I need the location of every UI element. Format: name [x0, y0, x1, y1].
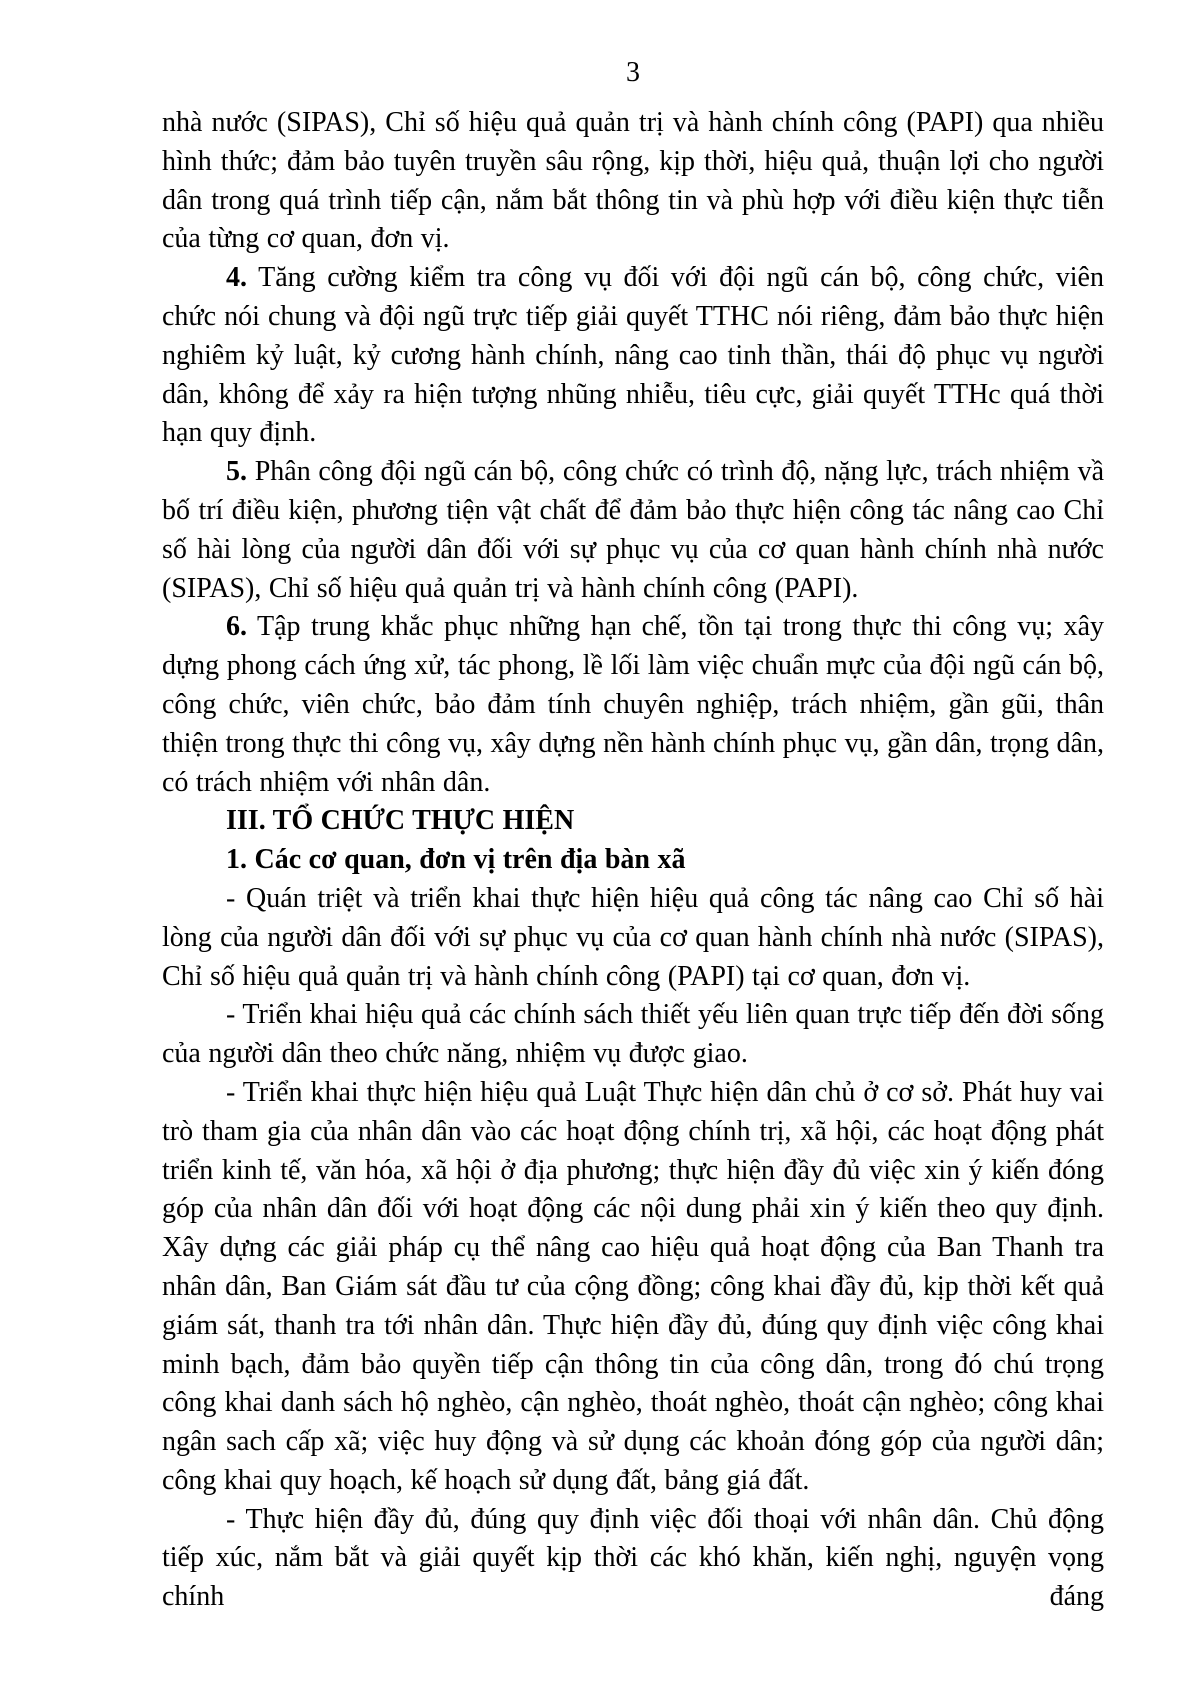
paragraph-5-number: 5.: [226, 456, 247, 488]
paragraph-4-number: 4.: [226, 262, 247, 294]
paragraph-continuation: nhà nước (SIPAS), Chỉ số hiệu quả quản trị và hành chính công (PAPI) qua nhiều hình thức; đảm bảo tuyên truyền sâu rộng, kịp thời, hiệu quả, thuận lợi cho người dân trong quá trình tiếp cận, nắm bắt thông tin và phù hợp với điều kiện thực tiễn của từng cơ quan, đơn vị.: [162, 107, 1104, 255]
paragraph-6-text: Tập trung khắc phục những hạn chế, tồn tại trong thực thi công vụ; xây dựng phong cách ứng xử, tác phong, lề lối làm việc chuẩn mực của đội ngũ cán bộ, công chức, viên chức, bảo đảm tính chuyên nghiệp, trách nhiệm, gần gũi, thân thiện trong thực thi công vụ, xây dựng nền hành chính phục vụ, gần dân, trọng dân, có trách nhiệm với nhân dân.: [162, 611, 1104, 798]
bullet-paragraph-1: - Quán triệt và triển khai thực hiện hiệu quả công tác nâng cao Chỉ số hài lòng của người dân đối với sự phục vụ của cơ quan hành chính nhà nước (SIPAS), Chỉ số hiệu quả quản trị và hành chính công (PAPI) tại cơ quan, đơn vị.: [162, 882, 1104, 992]
paragraph-4-text: Tăng cường kiểm tra công vụ đối với đội ngũ cán bộ, công chức, viên chức nói chung và đội ngũ trực tiếp giải quyết TTHC nói riêng, đảm bảo thực hiện nghiêm kỷ luật, kỷ cương hành chính, nâng cao tinh thần, thái độ phục vụ người dân, không để xảy ra hiện tượng nhũng nhiễu, tiêu cực, giải quyết TTHc quá thời hạn quy định.: [162, 262, 1104, 449]
paragraph-6: [162, 608, 1104, 802]
bullet-paragraph-4: - Thực hiện đầy đủ, đúng quy định việc đối thoại với nhân dân. Chủ động tiếp xúc, nắm bắt và giải quyết kịp thời các khó khăn, kiến nghị, nguyện vọng chính đáng: [162, 1503, 1104, 1613]
page-number: 3: [626, 57, 640, 88]
subsection-heading: 1. Các cơ quan, đơn vị trên địa bàn xã: [226, 844, 686, 876]
paragraph-5: [162, 453, 1104, 608]
section-heading: III. TỔ CHỨC THỰC HIỆN: [226, 805, 575, 837]
paragraph-4: [162, 259, 1104, 453]
bullet-paragraph-3: - Triển khai thực hiện hiệu quả Luật Thực hiện dân chủ ở cơ sở. Phát huy vai trò tham gia của nhân dân vào các hoạt động chính trị, xã hội, các hoạt động phát triển kinh tế, văn hóa, xã hội ở địa phương; thực hiện đầy đủ việc xin ý kiến đóng góp của nhân dân đối với hoạt động các nội dung phải xin ý kiến theo quy định. Xây dựng các giải pháp cụ thể nâng cao hiệu quả hoạt động của Ban Thanh tra nhân dân, Ban Giám sát đầu tư của cộng đồng; công khai đầy đủ, kịp thời kết quả giám sát, thanh tra tới nhân dân. Thực hiện đầy đủ, đúng quy định việc công khai minh bạch, đảm bảo quyền tiếp cận thông tin của công dân, trong đó chú trọng công khai danh sách hộ nghèo, cận nghèo, thoát nghèo, thoát cận nghèo; công khai ngân sach cấp xã; việc huy động và sử dụng các khoản đóng góp của người dân; công khai quy hoạch, kế hoạch sử dụng đất, bảng giá đất.: [162, 1076, 1104, 1496]
paragraph-6-number: 6.: [226, 611, 247, 643]
paragraph-5-text: Phân công đội ngũ cán bộ, công chức có trình độ, nặng lực, trách nhiệm vầ bố trí điều kiện, phương tiện vật chất để đảm bảo thực hiện công tác nâng cao Chỉ số hài lòng của người dân đối với sự phục vụ của cơ quan hành chính nhà nước (SIPAS), Chỉ số hiệu quả quản trị và hành chính công (PAPI).: [162, 456, 1105, 604]
bullet-paragraph-2: - Triển khai hiệu quả các chính sách thiết yếu liên quan trực tiếp đến đời sống của người dân theo chức năng, nhiệm vụ được giao.: [162, 999, 1104, 1070]
